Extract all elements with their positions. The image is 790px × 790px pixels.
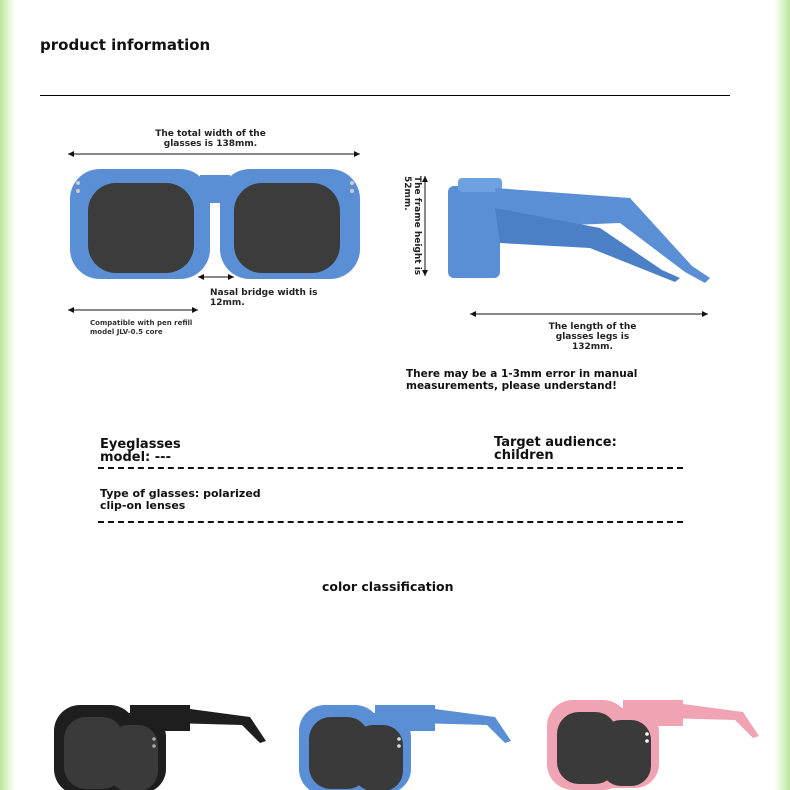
type-spec: Type of glasses: polarized clip-on lenses [100,487,261,512]
front-view-glasses-image [60,145,370,345]
page-title: product information [40,36,211,54]
side-view-glasses-image [400,168,720,328]
nasal-bridge-label: Nasal bridge width is 12mm. [210,288,318,308]
color-section-title: color classification [322,579,454,594]
model-spec: Eyeglasses model: --- [100,437,181,465]
legs-length-label: The length of the glasses legs is 132mm. [548,322,637,352]
spec-divider-2 [98,521,683,523]
audience-spec: Target audience: children [494,435,617,463]
compatible-label: Compatible with pen refill model JLV-0.5 core [90,319,193,336]
title-divider [40,95,730,96]
total-width-label: The total width of the glasses is 138mm. [155,129,266,149]
color-variant-blue[interactable] [295,695,515,790]
color-variant-pink[interactable] [543,690,768,790]
color-variant-black[interactable] [50,695,270,790]
error-note: There may be a 1-3mm error in manual measurements, please understand! [406,368,638,392]
spec-divider-1 [98,467,683,469]
frame-height-label: The frame height is 52mm. [402,176,422,276]
